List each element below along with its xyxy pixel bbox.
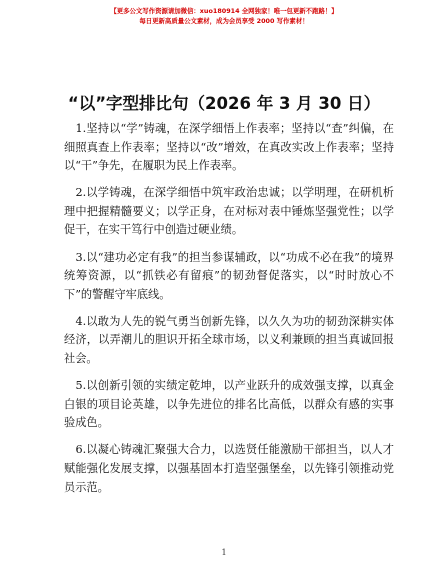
promo-banner <box>0 6 448 26</box>
paragraph-1: 1.坚持以“学”铸魂，在深学细悟上作表率；坚持以“查”纠偏，在细照真查上作表率；坚持以“改”增效，在真改实改上作表率；坚持以“干”争先，在履职为民上作表率。 <box>64 122 394 173</box>
paragraph-3: 3.以“建功必定有我”的担当参谋辅政，以“功成不必在我”的境界统筹资源，以“抓铁必有留痕”的韧劲督促落实，以“时时放心不下”的警醒守牢底线。 <box>64 250 394 301</box>
paragraph-6: 6.以凝心铸魂汇聚强大合力，以选贤任能激励干部担当，以人才赋能强化发展支撑，以强基固本打造坚强堡垒，以先锋引领推动党员示范。 <box>64 443 394 494</box>
paragraph-5: 5.以创新引领的实绩定乾坤，以产业跃升的成效强支撑，以真金白银的项目论英雄，以争先进位的排名比高低，以群众有感的实事验成色。 <box>64 379 394 430</box>
promo-line-1: 【更多公文写作资源请加微信：xuo180914 全网独家！唯一包更新不跑路！】 <box>110 7 338 15</box>
document-title: “以”字型排比句（2026 年 3 月 30 日） <box>67 94 381 113</box>
paragraph-2: 2.以学铸魂，在深学细悟中筑牢政治忠诚；以学明理，在研机析理中把握精髓要义；以学正身，在对标对表中锤炼坚强党性；以学促干，在实干笃行中创造过硬业绩。 <box>64 186 394 237</box>
document-body <box>64 120 394 506</box>
paragraph-4: 4.以敢为人先的锐气勇当创新先锋，以久久为功的韧劲深耕实体经济，以弄潮儿的胆识开拓全球市场，以义利兼顾的担当真诚回报社会。 <box>64 314 394 366</box>
promo-line-2: 每日更新高质量公文素材，成为会员享受 2000 写作素材！ <box>139 17 309 25</box>
page-number: 1 <box>221 548 227 557</box>
